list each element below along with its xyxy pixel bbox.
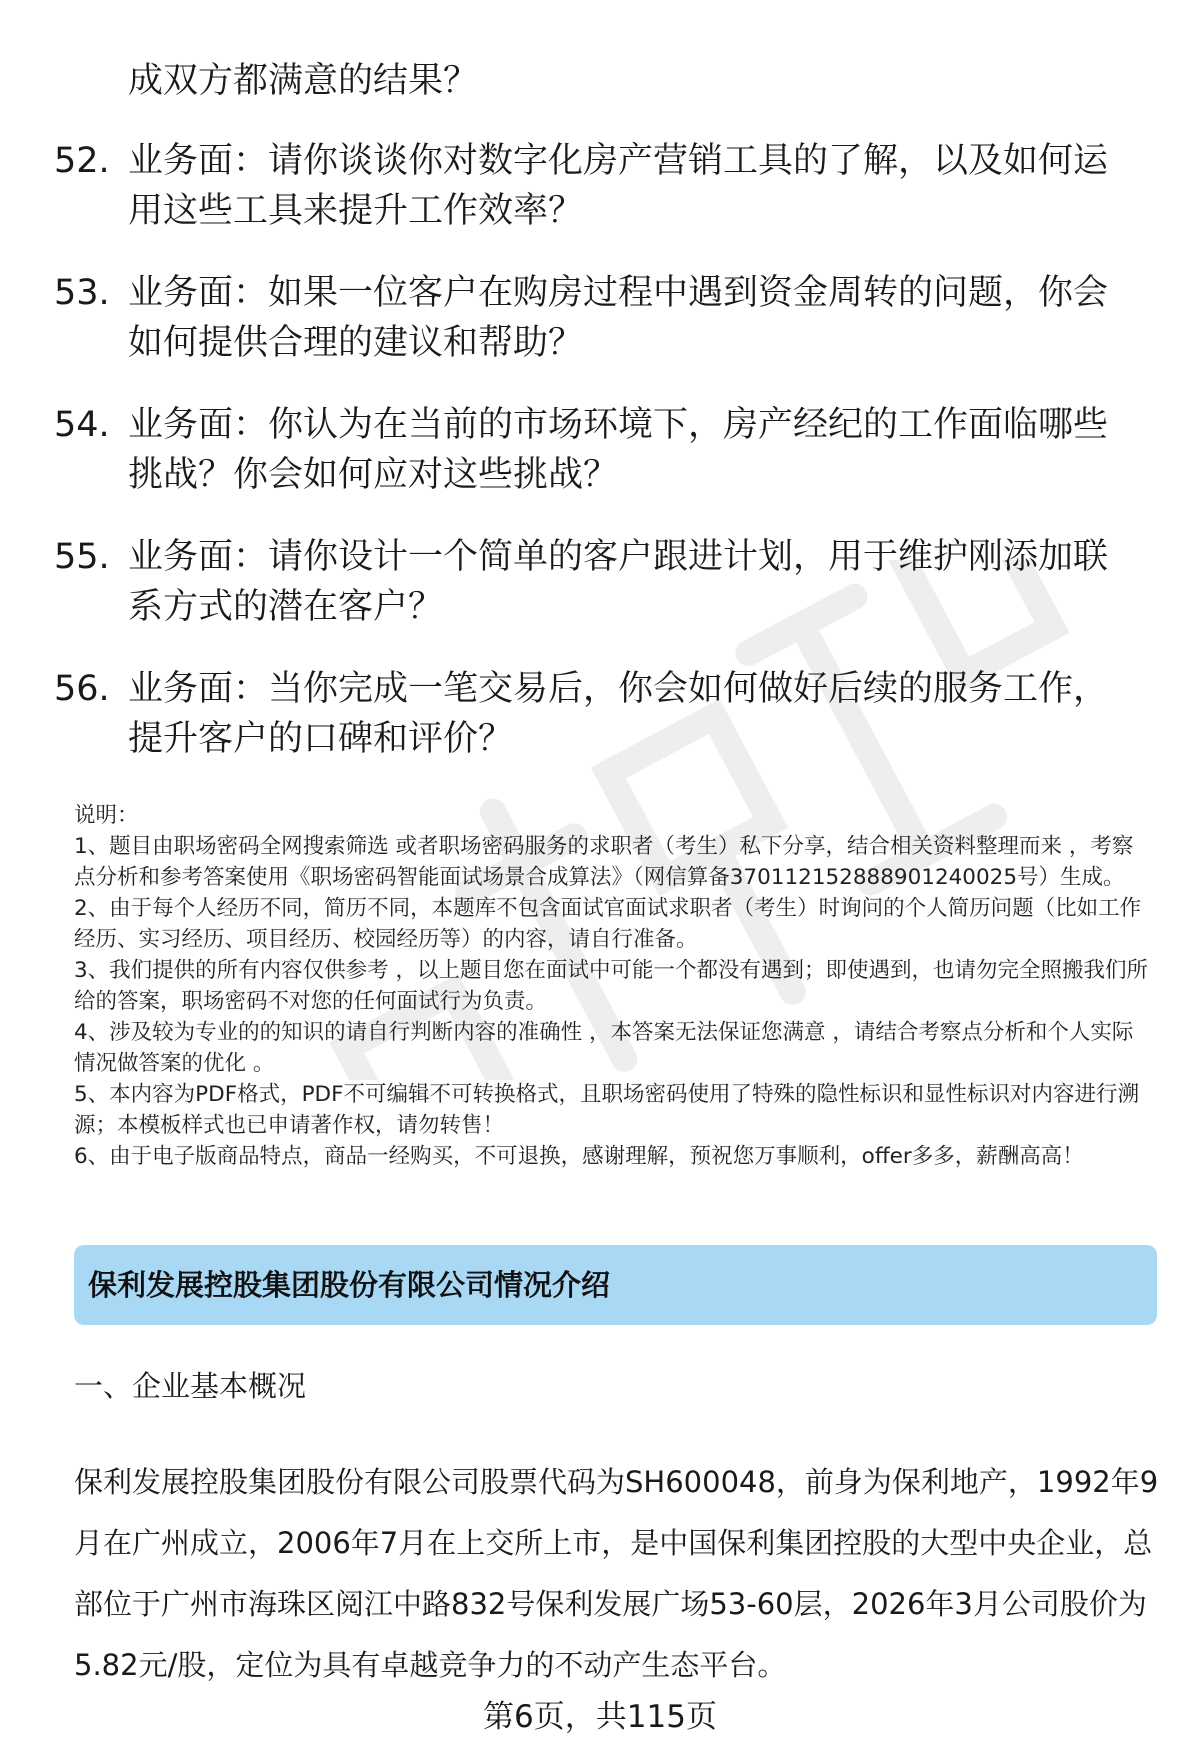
- section-title-banner: [74, 1245, 1157, 1325]
- question-number: 56.: [54, 669, 110, 709]
- question-text: 业务面：请你设计一个简单的客户跟进计划，用于维护刚添加联系方式的潜在客户？: [128, 537, 1109, 627]
- note-item: 3、我们提供的所有内容仅供参考 ，以上题目您在面试中可能一个都没有遇到；即使遇到，也请勿完全照搬我们所给的答案，职场密码不对您的任何面试行为负责。: [74, 958, 1149, 1014]
- notes-title: 说明：: [74, 803, 139, 828]
- note-item: 5、本内容为PDF格式，PDF不可编辑不可转换格式，且职场密码使用了特殊的隐性标识和显性标识对内容进行溯源；本模板样式也已申请著作权，请勿转售！: [74, 1082, 1139, 1138]
- page-number: 第6页，共115页: [483, 1699, 717, 1735]
- question-number: 53.: [54, 273, 110, 313]
- question-list: [0, 136, 1200, 796]
- question-item: [0, 664, 1200, 796]
- company-overview-paragraph: 保利发展控股集团股份有限公司股票代码为SH600048，前身为保利地产，1992年9月在广州成立，2006年7月在上交所上市，是中国保利集团控股的大型中央企业，总部位于广州市海珠区阅江中路832号保利发展广场53-60层，2026年3月公司股价为5.82元/股，定位为具有卓越竞争力的不动产生态平台。: [74, 1465, 1159, 1682]
- question-number: 55.: [54, 537, 110, 577]
- question-item: [0, 400, 1200, 532]
- note-item: 4、涉及较为专业的的知识的请自行判断内容的准确性 ，本答案无法保证您满意 ，请结合考察点分析和个人实际情况做答案的优化 。: [74, 1020, 1134, 1076]
- question-text: 业务面：请你谈谈你对数字化房产营销工具的了解，以及如何运用这些工具来提升工作效率？: [128, 141, 1109, 231]
- question-item: [0, 268, 1200, 400]
- section-title: 保利发展控股集团股份有限公司情况介绍: [88, 1268, 611, 1302]
- note-item: 6、由于电子版商品特点，商品一经购买，不可退换，感谢理解，预祝您万事顺利，offer多多，薪酬高高！: [74, 1144, 1084, 1169]
- question-item: [0, 136, 1200, 268]
- note-item: 1、题目由职场密码全网搜索筛选 或者职场密码服务的求职者（考生）私下分享，结合相关资料整理而来 ，考察点分析和参考答案使用《职场密码智能面试场景合成算法》（网信算备370112152888901240025号）生成。: [74, 834, 1134, 890]
- continued-question-text: 成双方都满意的结果？: [128, 61, 479, 101]
- note-item: 2、由于每个人经历不同，简历不同，本题库不包含面试官面试求职者（考生）时询问的个人简历问题（比如工作经历、实习经历、项目经历、校园经历等）的内容，请自行准备。: [74, 896, 1142, 952]
- question-item: [0, 532, 1200, 664]
- question-number: 52.: [54, 141, 110, 181]
- question-text: 业务面：你认为在当前的市场环境下，房产经纪的工作面临哪些挑战？你会如何应对这些挑战？: [128, 405, 1109, 495]
- question-number: 54.: [54, 405, 110, 445]
- section-subheading: 一、企业基本概况: [74, 1369, 307, 1403]
- notes-block: [74, 800, 1154, 1172]
- question-text: 业务面：当你完成一笔交易后，你会如何做好后续的服务工作，提升客户的口碑和评价？: [128, 669, 1109, 759]
- question-text: 业务面：如果一位客户在购房过程中遇到资金周转的问题，你会如何提供合理的建议和帮助？: [128, 273, 1109, 363]
